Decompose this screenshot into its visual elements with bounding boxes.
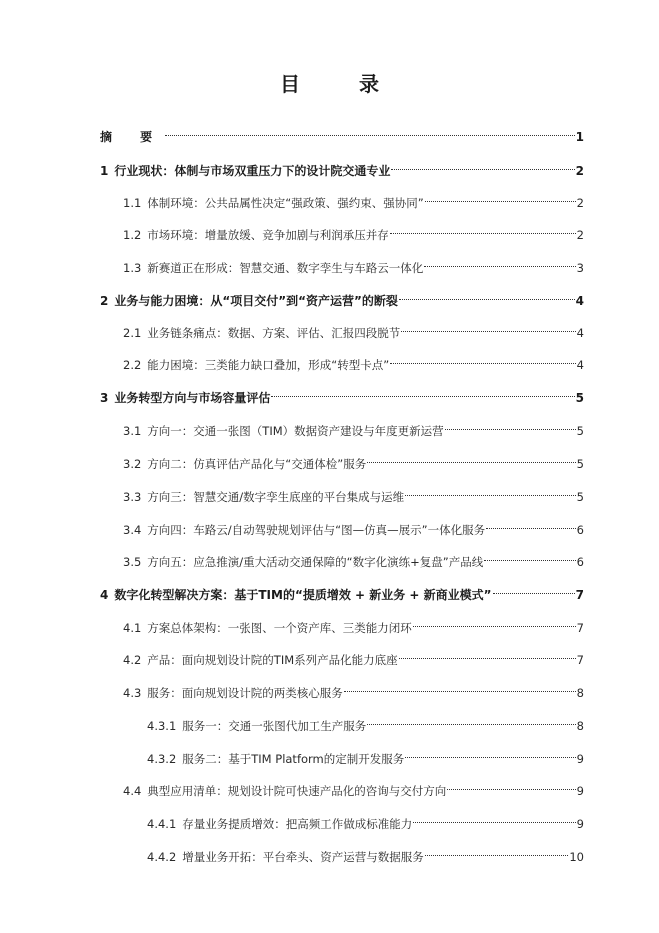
toc-entry-page: 4	[576, 326, 584, 340]
dot-leader	[447, 775, 575, 795]
dot-leader	[165, 121, 574, 141]
toc-entry-1-3[interactable]	[123, 252, 584, 275]
dot-leader	[405, 743, 575, 763]
toc-entry-1-1[interactable]	[123, 187, 584, 210]
dot-leader	[424, 252, 575, 272]
toc-entry-title: 体制环境：公共品属性决定“强政策、强约束、强协同”	[147, 196, 424, 210]
toc-entry-title: 典型应用清单：规划设计院可快速产品化的咨询与交付方向	[147, 784, 447, 798]
dot-leader	[405, 481, 576, 501]
toc-entry-4-2[interactable]	[123, 644, 584, 667]
toc-entry-number: 4.4	[123, 784, 142, 798]
toc-entry-title: 摘 要	[100, 130, 165, 144]
toc-entry-2-1[interactable]	[123, 317, 584, 340]
toc-entry-title: 服务：面向规划设计院的两类核心服务	[147, 686, 343, 700]
toc-entry-number: 3.4	[123, 523, 142, 537]
toc-entry-page: 8	[576, 719, 584, 733]
toc-entry-number: 1	[100, 164, 109, 178]
toc-entry-abstract[interactable]	[100, 121, 584, 144]
toc-entry-number: 4.3.2	[147, 752, 177, 766]
toc-entry-page: 6	[576, 523, 584, 537]
toc-entry-page: 5	[576, 490, 584, 504]
toc-entry-page: 2	[575, 164, 584, 178]
toc-entry-title: 服务一：交通一张图代加工生产服务	[182, 719, 367, 733]
toc-entry-number: 4.3.1	[147, 719, 177, 733]
toc-entry-title: 存量业务提质增效：把高频工作做成标准能力	[182, 817, 413, 831]
dot-leader	[391, 155, 574, 175]
toc-entry-title: 业务转型方向与市场容量评估	[114, 391, 271, 405]
toc-entry-number: 2	[100, 294, 109, 308]
toc-entry-title: 增量业务开拓：平台牵头、资产运营与数据服务	[182, 850, 424, 864]
toc-entry-number: 2.1	[123, 326, 142, 340]
toc-entry-number: 3.1	[123, 424, 142, 438]
toc-entry-title: 业务链条痛点：数据、方案、评估、汇报四段脱节	[147, 326, 401, 340]
toc-entry-1-2[interactable]	[123, 219, 584, 242]
toc-entry-3-5[interactable]	[123, 546, 584, 569]
toc-entry-4-1[interactable]	[123, 612, 584, 635]
toc-entry-title: 市场环境：增量放缓、竞争加剧与利润承压并存	[147, 228, 389, 242]
toc-entry-page: 9	[576, 752, 584, 766]
toc-entry-number: 4.4.2	[147, 850, 177, 864]
toc-entry-3[interactable]	[100, 382, 584, 405]
toc-entry-title: 业务与能力困境：从“项目交付”到“资产运营”的断裂	[114, 294, 398, 308]
toc-entry-number: 3.2	[123, 457, 142, 471]
toc-entry-title: 行业现状：体制与市场双重压力下的设计院交通专业	[114, 164, 391, 178]
toc-entry-page: 9	[576, 817, 584, 831]
toc-entry-number: 4	[100, 588, 109, 602]
toc-entry-number: 4.3	[123, 686, 142, 700]
toc-entry-number: 3	[100, 391, 109, 405]
dot-leader	[399, 285, 575, 305]
toc-entry-page: 4	[576, 358, 584, 372]
dot-leader	[401, 317, 575, 337]
toc-entry-number: 4.4.1	[147, 817, 177, 831]
toc-entry-2[interactable]	[100, 285, 584, 308]
toc-entry-4-3[interactable]	[123, 677, 584, 700]
toc-entry-4-4-2[interactable]	[147, 841, 584, 864]
toc-entry-title: 方向五：应急推演/重大活动交通保障的“数字化演练+复盘”产品线	[147, 555, 484, 569]
toc-entry-4-4[interactable]	[123, 775, 584, 798]
dot-leader	[445, 415, 576, 435]
dot-leader	[271, 382, 574, 402]
toc-entry-2-2[interactable]	[123, 349, 584, 372]
toc-entry-page: 2	[576, 228, 584, 242]
dot-leader	[367, 710, 575, 730]
toc-entry-number: 4.2	[123, 653, 142, 667]
toc-entry-title: 方向二：仿真评估产品化与“交通体检”服务	[147, 457, 367, 471]
toc-entry-title: 新赛道正在形成：智慧交通、数字孪生与车路云一体化	[147, 261, 424, 275]
dot-leader	[425, 841, 569, 861]
toc-entry-number: 4.1	[123, 621, 142, 635]
toc-entry-1[interactable]	[100, 155, 584, 178]
dot-leader	[484, 546, 575, 566]
dot-leader	[425, 187, 576, 207]
toc-entry-4[interactable]	[100, 579, 584, 602]
toc-entry-page: 1	[575, 130, 584, 144]
dot-leader	[344, 677, 576, 697]
toc-entry-number: 1.1	[123, 196, 142, 210]
toc-entry-title: 方向四：车路云/自动驾驶规划评估与“图—仿真—展示”一体化服务	[147, 523, 486, 537]
dot-leader	[413, 612, 576, 632]
toc-entry-number: 2.2	[123, 358, 142, 372]
toc-entry-page: 3	[576, 261, 584, 275]
toc-entry-page: 9	[576, 784, 584, 798]
dot-leader	[367, 448, 575, 468]
toc-entry-page: 7	[576, 653, 584, 667]
toc-entry-page: 7	[576, 621, 584, 635]
toc-entry-page: 6	[576, 555, 584, 569]
dot-leader	[413, 808, 575, 828]
toc-entry-4-3-1[interactable]	[147, 710, 584, 733]
toc-entry-3-3[interactable]	[123, 481, 584, 504]
toc-entry-page: 2	[576, 196, 584, 210]
toc-entry-title: 方向一：交通一张图（TIM）数据资产建设与年度更新运营	[147, 424, 444, 438]
toc-entry-number: 3.5	[123, 555, 142, 569]
toc-entry-page: 8	[576, 686, 584, 700]
toc-entry-4-3-2[interactable]	[147, 743, 584, 766]
toc-entry-number: 1.2	[123, 228, 142, 242]
toc-entry-3-4[interactable]	[123, 514, 584, 537]
page-title: 目 录	[280, 72, 405, 96]
dot-leader	[390, 219, 576, 239]
toc-entry-page: 7	[575, 588, 584, 602]
toc-entry-title: 产品：面向规划设计院的TIM系列产品化能力底座	[147, 653, 398, 667]
toc-entry-page: 5	[576, 424, 584, 438]
toc-entry-number: 1.3	[123, 261, 142, 275]
toc-entry-4-4-1[interactable]	[147, 808, 584, 831]
toc-entry-title: 方向三：智慧交通/数字孪生底座的平台集成与运维	[147, 490, 405, 504]
toc-entry-page: 5	[576, 457, 584, 471]
toc-entry-title: 服务二：基于TIM Platform的定制开发服务	[182, 752, 405, 766]
toc-entry-page: 10	[569, 850, 584, 864]
toc-entry-title: 数字化转型解决方案：基于TIM的“提质增效 + 新业务 + 新商业模式”	[114, 588, 492, 602]
dot-leader	[486, 514, 576, 534]
toc-entry-number: 3.3	[123, 490, 142, 504]
toc-entry-title: 能力困境：三类能力缺口叠加，形成“转型卡点”	[147, 358, 390, 372]
toc-entry-3-2[interactable]	[123, 448, 584, 471]
dot-leader	[493, 579, 575, 599]
toc-entry-page: 4	[575, 294, 584, 308]
toc-entry-page: 5	[575, 391, 584, 405]
dot-leader	[390, 349, 575, 369]
toc-entry-title: 方案总体架构：一张图、一个资产库、三类能力闭环	[147, 621, 412, 635]
dot-leader	[399, 644, 576, 664]
toc-entry-3-1[interactable]	[123, 415, 584, 438]
